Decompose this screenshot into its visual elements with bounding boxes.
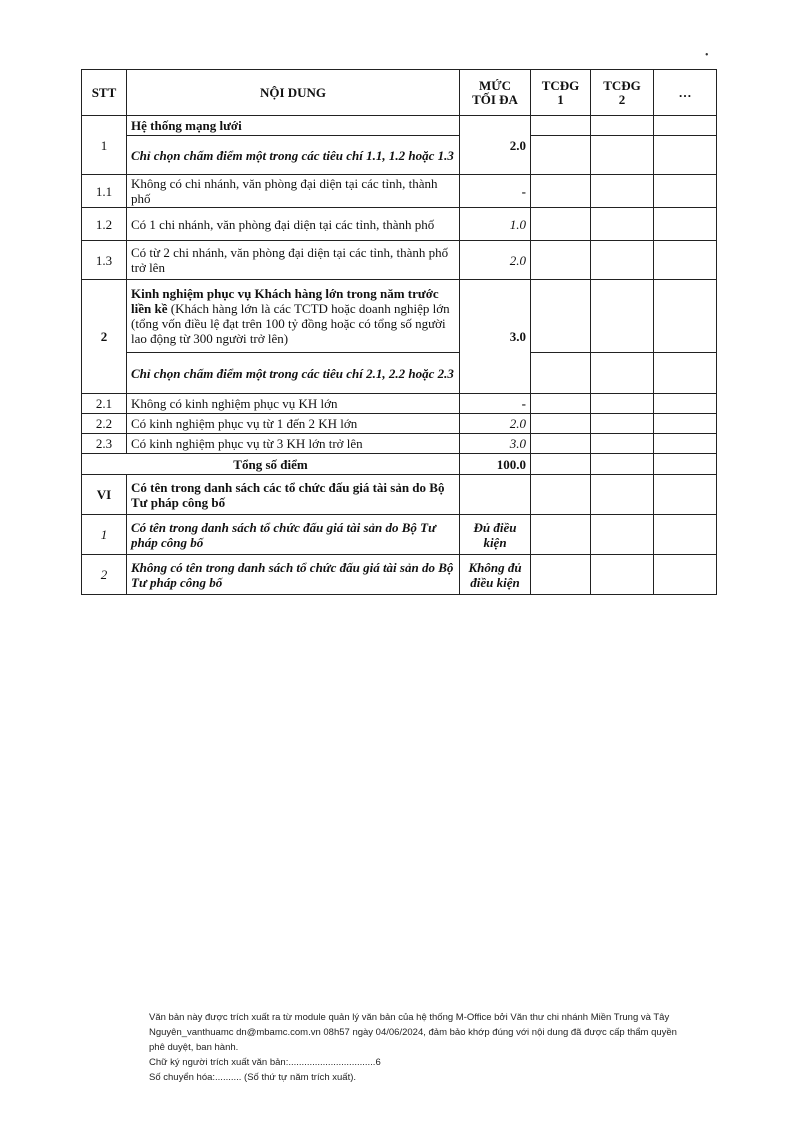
criterion-max: 2.0 bbox=[460, 241, 531, 280]
criterion-stt: 1.3 bbox=[82, 241, 127, 280]
section2-title bbox=[127, 280, 460, 353]
score-cell bbox=[591, 116, 654, 136]
footer-notice: Văn bản này được trích xuất ra từ module quản lý văn bản của hệ thống M-Office bởi Văn thư chi nhánh Miền Trung và Tây Nguyên_vanthuamc dn@mbamc.com.vn 08h57 ngày 04/06/2024, đảm bảo khớp đúng với nội dung đã được cấp thẩm quyền phê duyệt, ban hành. bbox=[149, 1012, 677, 1053]
criterion-max: Không đủ điều kiện bbox=[460, 555, 531, 595]
table-row bbox=[82, 280, 717, 353]
footer-signature-label: Chữ ký người trích xuất văn bản:................................. bbox=[149, 1057, 376, 1068]
score-cell bbox=[531, 414, 591, 434]
score-cell bbox=[531, 136, 591, 175]
score-cell bbox=[654, 555, 717, 595]
criterion-text: Không có kinh nghiệm phục vụ KH lớn bbox=[127, 394, 460, 414]
table-row bbox=[82, 116, 717, 136]
total-row bbox=[82, 454, 717, 475]
criterion-stt: 2.2 bbox=[82, 414, 127, 434]
score-cell bbox=[531, 116, 591, 136]
criterion-max: Đủ điều kiện bbox=[460, 515, 531, 555]
criterion-stt: 1.1 bbox=[82, 175, 127, 208]
table-row bbox=[82, 136, 717, 175]
score-cell bbox=[531, 175, 591, 208]
header-tcdg1-line2: 1 bbox=[557, 91, 564, 107]
section1-max: 2.0 bbox=[460, 116, 531, 175]
header-max-line1: MỨC bbox=[478, 77, 511, 93]
criterion-text: Có tên trong danh sách tổ chức đấu giá tài sản do Bộ Tư pháp công bố bbox=[127, 515, 460, 555]
header-tcdg2-line1: TCĐG bbox=[603, 77, 641, 93]
extraction-footer bbox=[149, 1010, 679, 1085]
criterion-text: Có từ 2 chi nhánh, văn phòng đại diện tại các tỉnh, thành phố trở lên bbox=[127, 241, 460, 280]
table-row bbox=[82, 475, 717, 515]
score-cell bbox=[591, 208, 654, 241]
footer-number: Số chuyển hóa:.......... (Số thứ tự năm trích xuất). bbox=[149, 1072, 357, 1083]
section6-stt: VI bbox=[82, 475, 127, 515]
score-cell bbox=[531, 208, 591, 241]
score-cell bbox=[654, 116, 717, 136]
score-cell bbox=[531, 475, 591, 515]
criterion-max: - bbox=[460, 394, 531, 414]
section2-max: 3.0 bbox=[460, 280, 531, 394]
section2-instruction: Chỉ chọn chấm điểm một trong các tiêu chí 2.1, 2.2 hoặc 2.3 bbox=[127, 353, 460, 394]
score-cell bbox=[531, 454, 591, 475]
criterion-stt: 1 bbox=[82, 515, 127, 555]
score-cell bbox=[531, 555, 591, 595]
header-more: … bbox=[654, 70, 717, 116]
corner-mark: • bbox=[705, 50, 709, 61]
table-row bbox=[82, 394, 717, 414]
total-label: Tổng số điểm bbox=[82, 454, 460, 475]
header-tcdg2-line2: 2 bbox=[618, 91, 626, 107]
header-tcdg2 bbox=[591, 70, 654, 116]
criterion-text: Có kinh nghiệm phục vụ từ 3 KH lớn trở lên bbox=[127, 434, 460, 454]
score-cell bbox=[591, 136, 654, 175]
section2-title-rest: (Khách hàng lớn là các TCTD hoặc doanh nghiệp lớn (tổng vốn điều lệ đạt trên 100 tỷ đồng hoặc có tổng số người lao động từ 300 người trở lên) bbox=[131, 301, 450, 346]
header-row bbox=[82, 70, 717, 116]
score-cell bbox=[591, 475, 654, 515]
table-row bbox=[82, 353, 717, 394]
table-row bbox=[82, 241, 717, 280]
score-cell bbox=[654, 208, 717, 241]
score-cell bbox=[654, 414, 717, 434]
criterion-text: Không có chi nhánh, văn phòng đại diện tại các tỉnh, thành phố bbox=[127, 175, 460, 208]
table-row bbox=[82, 414, 717, 434]
criterion-stt: 2.1 bbox=[82, 394, 127, 414]
score-cell bbox=[591, 414, 654, 434]
score-cell bbox=[654, 454, 717, 475]
section1-instruction: Chỉ chọn chấm điểm một trong các tiêu chí 1.1, 1.2 hoặc 1.3 bbox=[127, 136, 460, 175]
footer-signature-value: 6 bbox=[375, 1057, 381, 1068]
section1-stt: 1 bbox=[82, 116, 127, 175]
score-cell bbox=[531, 353, 591, 394]
score-cell bbox=[654, 241, 717, 280]
score-cell bbox=[591, 434, 654, 454]
table-row bbox=[82, 515, 717, 555]
header-max bbox=[460, 70, 531, 116]
header-stt: STT bbox=[82, 70, 127, 116]
section6-max bbox=[460, 475, 531, 515]
score-cell bbox=[654, 475, 717, 515]
header-tcdg1-line1: TCĐG bbox=[541, 77, 580, 93]
criterion-text: Có kinh nghiệm phục vụ từ 1 đến 2 KH lớn bbox=[127, 414, 460, 434]
score-cell bbox=[531, 515, 591, 555]
score-cell bbox=[591, 454, 654, 475]
score-cell bbox=[591, 515, 654, 555]
criterion-max: 1.0 bbox=[460, 208, 531, 241]
section2-stt: 2 bbox=[82, 280, 127, 394]
header-content: NỘI DUNG bbox=[127, 70, 460, 116]
criterion-text: Không có tên trong danh sách tổ chức đấu giá tài sản do Bộ Tư pháp công bố bbox=[127, 555, 460, 595]
score-cell bbox=[531, 434, 591, 454]
section2-title-bold: Kinh nghiệm phục vụ Khách hàng lớn trong năm trước liền kề bbox=[131, 286, 439, 316]
score-cell bbox=[654, 394, 717, 414]
criterion-stt: 1.2 bbox=[82, 208, 127, 241]
score-cell bbox=[591, 175, 654, 208]
section1-title: Hệ thống mạng lưới bbox=[127, 116, 460, 136]
criterion-max: 3.0 bbox=[460, 434, 531, 454]
score-cell bbox=[654, 515, 717, 555]
score-cell bbox=[591, 353, 654, 394]
criterion-text: Có 1 chi nhánh, văn phòng đại diện tại các tỉnh, thành phố bbox=[127, 208, 460, 241]
evaluation-table bbox=[81, 69, 717, 595]
criterion-max: 2.0 bbox=[460, 414, 531, 434]
total-value: 100.0 bbox=[460, 454, 531, 475]
table-row bbox=[82, 175, 717, 208]
score-cell bbox=[531, 394, 591, 414]
score-cell bbox=[531, 241, 591, 280]
table-row bbox=[82, 434, 717, 454]
score-cell bbox=[591, 241, 654, 280]
table-row bbox=[82, 208, 717, 241]
section6-title: Có tên trong danh sách các tổ chức đấu giá tài sản do Bộ Tư pháp công bố bbox=[127, 475, 460, 515]
score-cell bbox=[531, 280, 591, 353]
table-row bbox=[82, 555, 717, 595]
score-cell bbox=[654, 280, 717, 353]
criterion-stt: 2.3 bbox=[82, 434, 127, 454]
score-cell bbox=[654, 353, 717, 394]
header-tcdg1 bbox=[531, 70, 591, 116]
criterion-max: - bbox=[460, 175, 531, 208]
score-cell bbox=[654, 434, 717, 454]
footer-signature bbox=[149, 1055, 679, 1070]
score-cell bbox=[591, 394, 654, 414]
score-cell bbox=[591, 555, 654, 595]
score-cell bbox=[654, 136, 717, 175]
criterion-stt: 2 bbox=[82, 555, 127, 595]
score-cell bbox=[591, 280, 654, 353]
score-cell bbox=[654, 175, 717, 208]
header-max-line2: TỐI ĐA bbox=[472, 91, 518, 107]
